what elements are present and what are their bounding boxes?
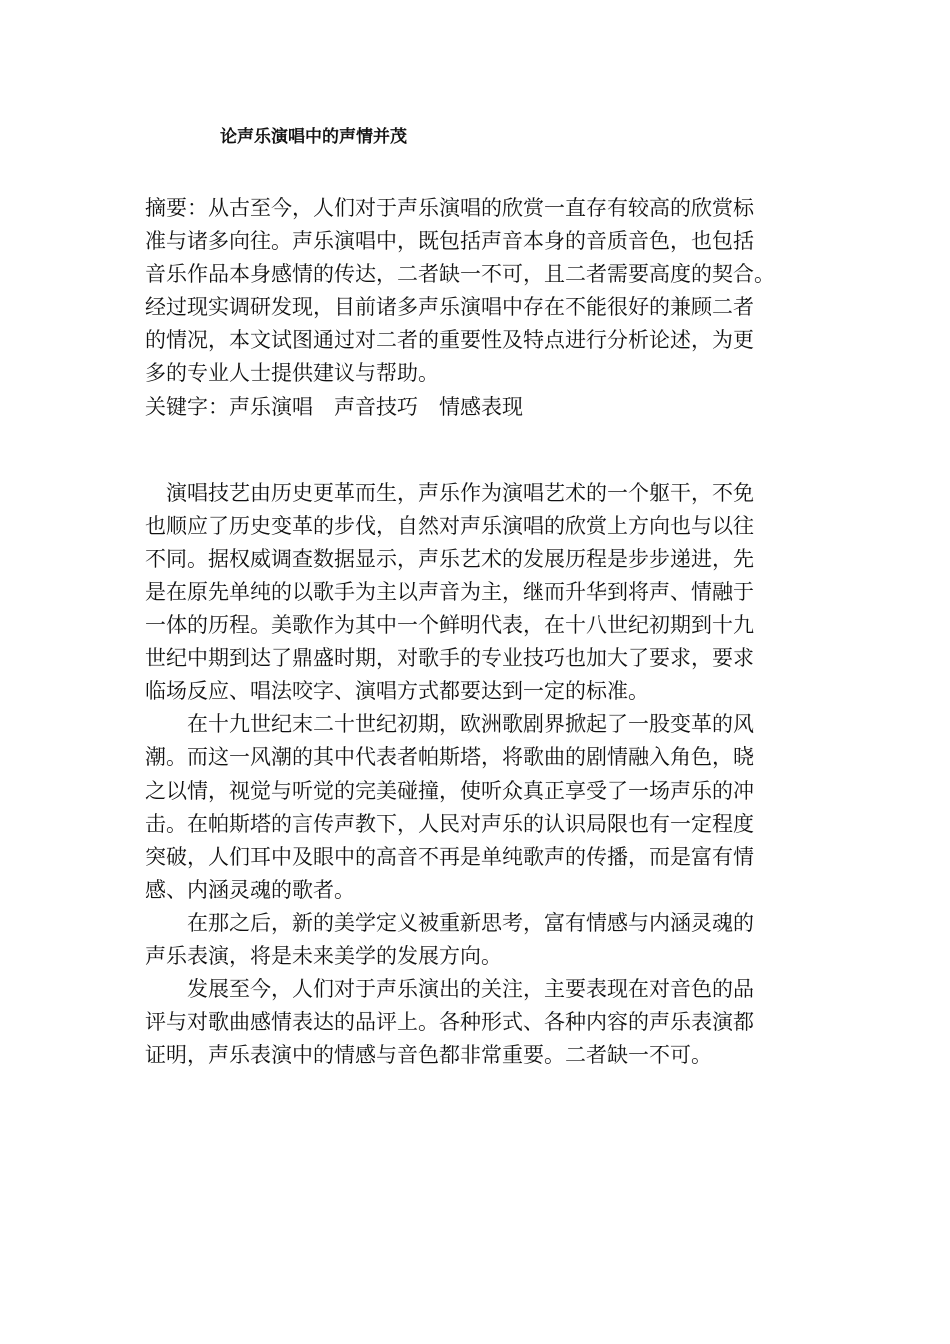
body-line: 在十九世纪末二十世纪初期，欧洲歌剧界掀起了一股变革的风: [145, 712, 754, 737]
body-line: 发展至今，人们对于声乐演出的关注，主要表现在对音色的品: [145, 977, 754, 1002]
abstract-line: 摘要：从古至今，人们对于声乐演唱的欣赏一直存有较高的欣赏标: [145, 196, 754, 220]
abstract-line: 的情况，本文试图通过对二者的重要性及特点进行分析论述，为更: [145, 328, 754, 353]
abstract-line: 音乐作品本身感情的传达，二者缺一不可，且二者需要高度的契合。: [145, 262, 775, 287]
abstract-line: 准与诸多向往。声乐演唱中，既包括声音本身的音质音色，也包括: [145, 229, 754, 254]
body-line: 突破，人们耳中及眼中的高音不再是单纯歌声的传播，而是富有情: [145, 844, 754, 869]
body-line: 临场反应、唱法咬字、演唱方式都要达到一定的标准。: [145, 679, 649, 704]
keywords: 关键字：声乐演唱 声音技巧 情感表现: [145, 394, 523, 419]
abstract-line: 经过现实调研发现，目前诸多声乐演唱中存在不能很好的兼顾二者: [145, 295, 754, 320]
body-line: 证明，声乐表演中的情感与音色都非常重要。二者缺一不可。: [145, 1043, 712, 1068]
body-line: 也顺应了历史变革的步伐，自然对声乐演唱的欣赏上方向也与以往: [145, 513, 754, 538]
abstract: [145, 192, 825, 391]
document-title: 论声乐演唱中的声情并茂: [220, 127, 407, 147]
body-line: 之以情，视觉与听觉的完美碰撞，使听众真正享受了一场声乐的冲: [145, 778, 754, 803]
body-line: 演唱技艺由历史更革而生，声乐作为演唱艺术的一个躯干，不免: [145, 480, 754, 505]
document-content: [145, 192, 825, 1072]
section-spacer: [145, 424, 825, 477]
body-line: 声乐表演，将是未来美学的发展方向。: [145, 943, 502, 968]
body-line: 感、内涵灵魂的歌者。: [145, 877, 355, 902]
body-line: 评与对歌曲感情表达的品评上。各种形式、各种内容的声乐表演都: [145, 1010, 754, 1035]
body-line: 世纪中期到达了鼎盛时期，对歌手的专业技巧也加大了要求，要求: [145, 646, 754, 671]
body-line: 是在原先单纯的以歌手为主以声音为主，继而升华到将声、情融于: [145, 579, 754, 604]
abstract-line: 多的专业人士提供建议与帮助。: [145, 361, 439, 386]
body-line: 不同。据权威调查数据显示，声乐艺术的发展历程是步步递进，先: [145, 546, 754, 571]
body-line: 一体的历程。美歌作为其中一个鲜明代表，在十八世纪初期到十九: [145, 613, 754, 638]
body-line: 在那之后，新的美学定义被重新思考，富有情感与内涵灵魂的: [145, 910, 754, 935]
body-line: 潮。而这一风潮的其中代表者帕斯塔，将歌曲的剧情融入角色，晓: [145, 745, 754, 770]
body-text: [145, 477, 825, 1073]
body-line: 击。在帕斯塔的言传声教下，人民对声乐的认识局限也有一定程度: [145, 811, 754, 836]
